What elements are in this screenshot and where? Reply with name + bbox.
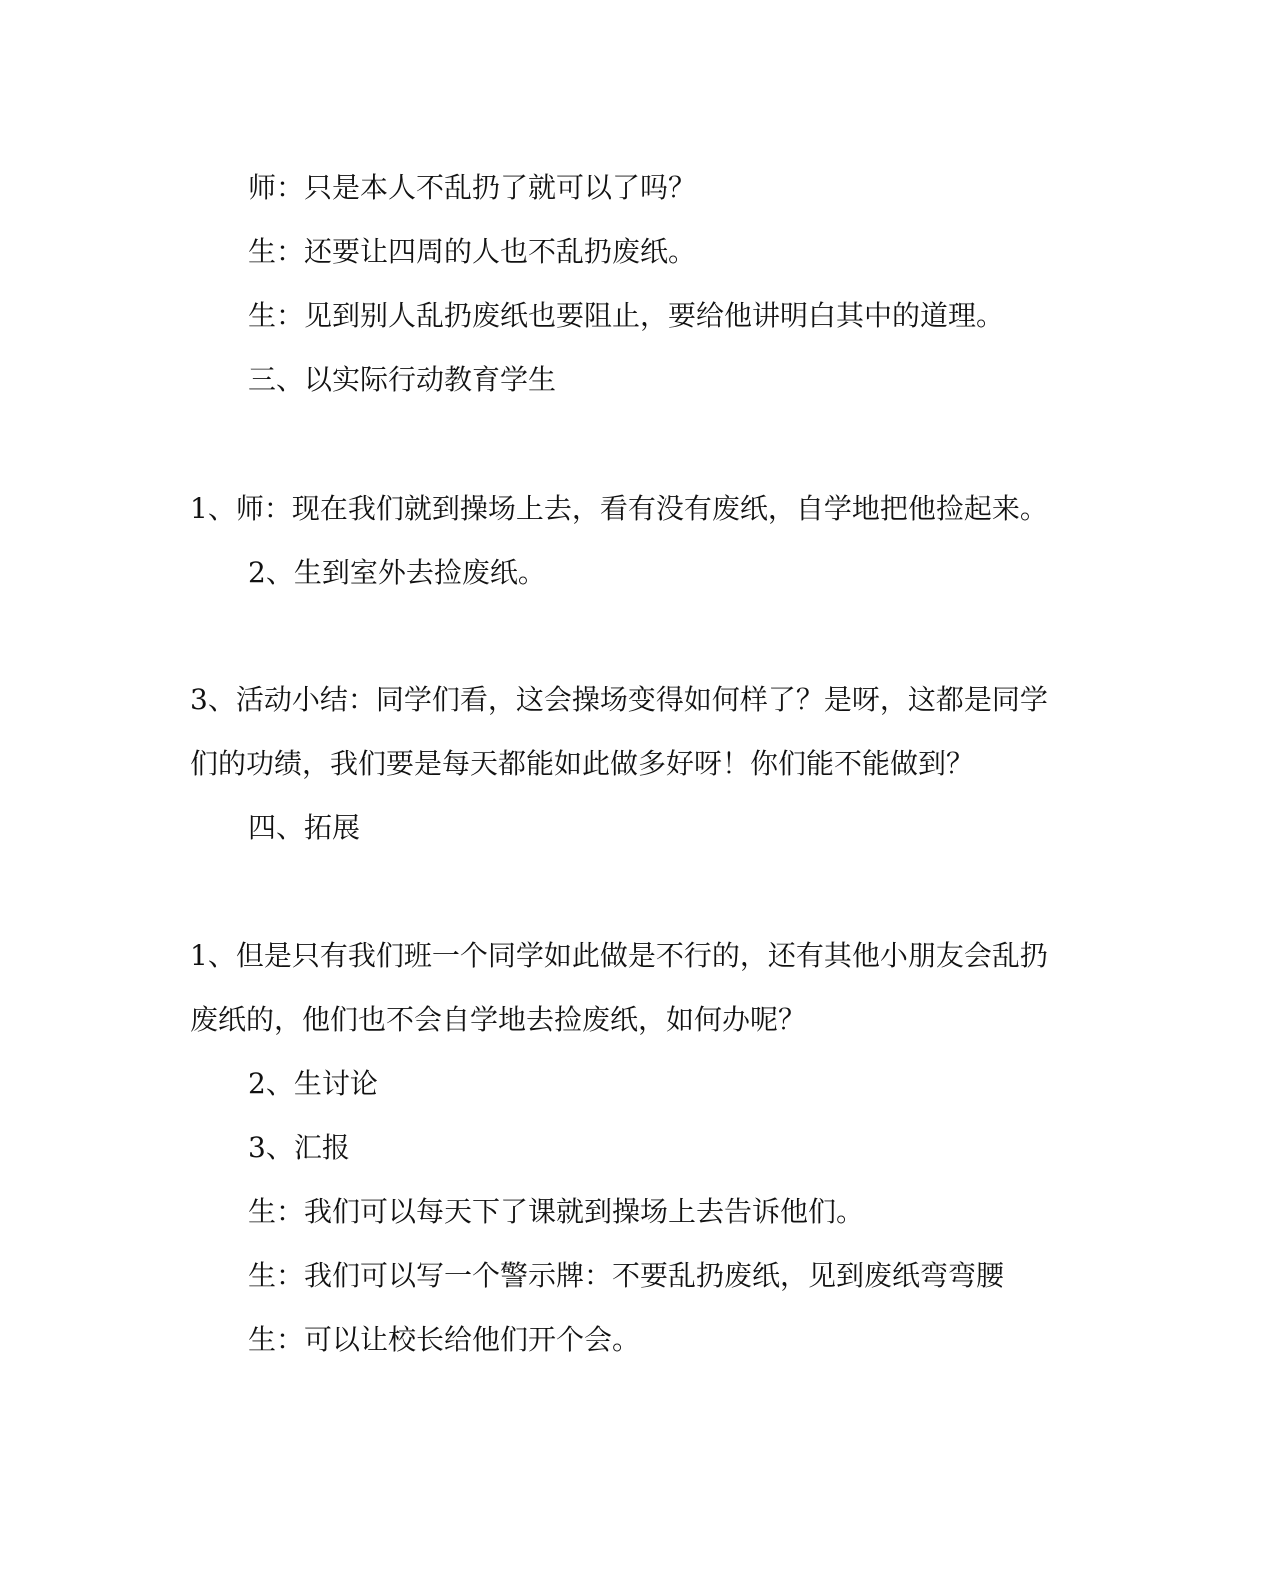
dialogue-line-student-answer-1: 生：还要让四周的人也不乱扔废纸。 [248,235,697,268]
list-item-1: 1、师：现在我们就到操场上去，看有没有废纸，自学地把他捡起来。 [190,492,1048,525]
report-line-1: 生：我们可以每天下了课就到操场上去告诉他们。 [248,1195,865,1228]
list-item-2: 2、生到室外去捡废纸。 [248,556,546,589]
extension-item-3: 3、汇报 [248,1131,350,1164]
dialogue-line-student-answer-2: 生：见到别人乱扔废纸也要阻止，要给他讲明白其中的道理。 [248,299,1005,332]
report-line-2: 生：我们可以写一个警示牌：不要乱扔废纸，见到废纸弯弯腰 [248,1259,1005,1292]
list-item-3: 3、活动小结：同学们看，这会操场变得如何样了？是呀，这都是同学 [190,683,1048,716]
section-heading-4: 四、拓展 [248,811,361,844]
report-line-3: 生：可以让校长给他们开个会。 [248,1323,641,1356]
dialogue-line-teacher-question: 师：只是本人不乱扔了就可以了吗？ [248,171,697,204]
list-item-3-continued: 们的功绩，我们要是每天都能如此做多好呀！你们能不能做到？ [190,747,975,780]
extension-item-2: 2、生讨论 [248,1067,378,1100]
extension-item-1-continued: 废纸的，他们也不会自学地去捡废纸，如何办呢？ [190,1003,807,1036]
section-heading-3: 三、以实际行动教育学生 [248,363,557,396]
extension-item-1: 1、但是只有我们班一个同学如此做是不行的，还有其他小朋友会乱扔 [190,939,1048,972]
